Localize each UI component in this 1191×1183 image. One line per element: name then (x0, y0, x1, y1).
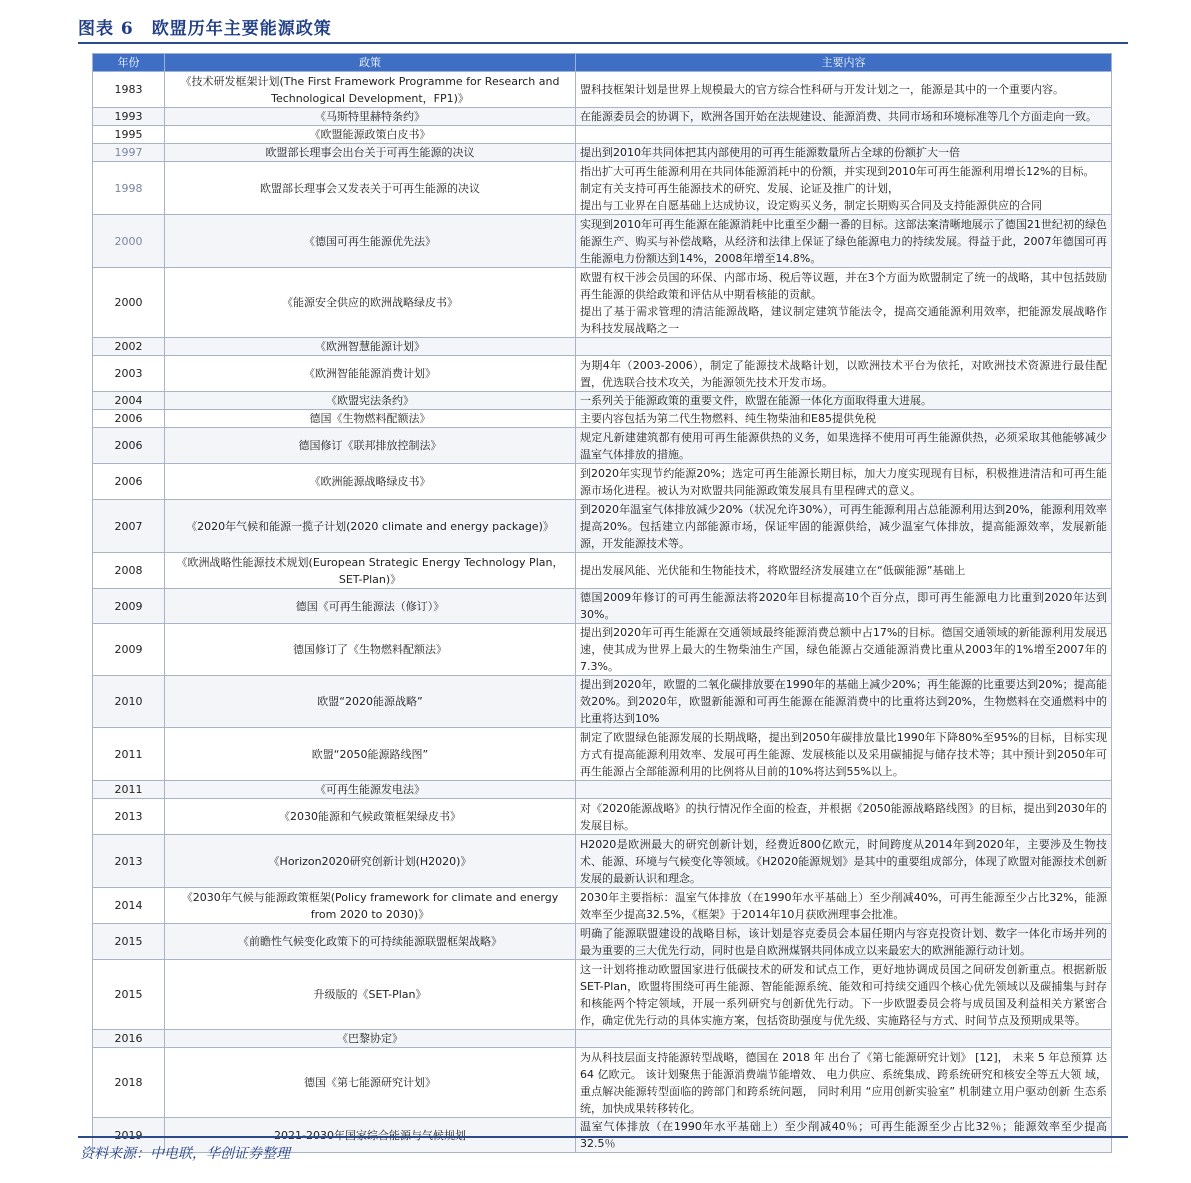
cell-policy: 德国《生物燃料配额法》 (165, 410, 576, 428)
cell-year: 2015 (93, 960, 165, 1030)
cell-year: 2000 (93, 215, 165, 268)
cell-policy: 《能源安全供应的欧洲战略绿皮书》 (165, 268, 576, 338)
cell-year: 2006 (93, 428, 165, 464)
cell-policy: 德国修订了《生物燃料配额法》 (165, 624, 576, 676)
table-row (93, 428, 1112, 464)
cell-content: 为从科技层面支持能源转型战略，德国在 2018 年 出台了《第七能源研究计划》 [12]， 未来 5 年总预算 达 64 亿欧元。 该计划聚焦于能源消费端节能增效、 电力供应、系统集成、跨系统研究和核安全等五大领 域， 重点解决能源转型面临的跨部门和跨系统问题， 同时利用 “应用创新实验室” 机制建立用户驱动创新 生态系统，加快成果转移转化。 (576, 1048, 1112, 1118)
cell-content: 一系列关于能源政策的重要文件，欧盟在能源一体化方面取得重大进展。 (576, 392, 1112, 410)
cell-policy: 《欧盟能源政策白皮书》 (165, 126, 576, 144)
table-row (93, 781, 1112, 799)
footer-divider (78, 1136, 1128, 1138)
cell-content: 提出到2020年可再生能源在交通领域最终能源消费总额中占17%的目标。德国交通领域的新能源利用发展迅速，使其成为世界上最大的生物柴油生产国，绿色能源占交通能源消费比重从2003年的1%增至2007年的7.3%。 (576, 624, 1112, 676)
policy-table (92, 53, 1112, 1153)
table-row (93, 835, 1112, 888)
cell-policy: 《欧洲智能能源消费计划》 (165, 356, 576, 392)
cell-policy: 欧盟“2020能源战略” (165, 676, 576, 728)
cell-content: 盟科技框架计划是世界上规模最大的官方综合性科研与开发计划之一，能源是其中的一个重要内容。 (576, 72, 1112, 108)
cell-policy: 欧盟“2050能源路线图” (165, 728, 576, 781)
cell-policy: 2021-2030年国家综合能源与气候规划 (165, 1118, 576, 1153)
cell-content: 欧盟有权干涉会员国的环保、内部市场、税后等议题，并在3个方面为欧盟制定了统一的战略，其中包括鼓励再生能源的供给政策和评估从中期看核能的贡献。 提出了基于需求管理的清洁能源战略，建议制定建筑节能法令，提高交通能源利用效率，把能源发展战略作为科技发展战略之一 (576, 268, 1112, 338)
header-year: 年份 (93, 54, 165, 72)
table-row (93, 410, 1112, 428)
cell-policy: 《欧洲战略性能源技术规划(European Strategic Energy Technology Plan，SET-Plan)》 (165, 553, 576, 589)
table-row (93, 888, 1112, 924)
cell-content: 主要内容包括为第二代生物燃料、纯生物柴油和E85提供免税 (576, 410, 1112, 428)
table-row (93, 960, 1112, 1030)
cell-content: 明确了能源联盟建设的战略目标，该计划是容克委员会本届任期内与容克投资计划、数字一体化市场并列的最为重要的三大优先行动，同时也是自欧洲煤钢共同体成立以来最宏大的欧洲能源行动计划。 (576, 924, 1112, 960)
cell-policy: 《2020年气候和能源一揽子计划(2020 climate and energy package)》 (165, 500, 576, 553)
cell-content: 德国2009年修订的可再生能源法将2020年目标提高10个百分点，即可再生能源电力比重到2020年达到30%。 (576, 589, 1112, 624)
cell-content: 规定凡新建建筑都有使用可再生能源供热的义务，如果选择不使用可再生能源供热，必须采取其他能够减少温室气体排放的措施。 (576, 428, 1112, 464)
cell-policy: 德国《第七能源研究计划》 (165, 1048, 576, 1118)
cell-policy: 欧盟部长理事会出台关于可再生能源的决议 (165, 144, 576, 162)
cell-policy: 欧盟部长理事会又发表关于可再生能源的决议 (165, 162, 576, 215)
cell-year: 2007 (93, 500, 165, 553)
table-row (93, 72, 1112, 108)
cell-policy: 德国修订《联邦排放控制法》 (165, 428, 576, 464)
cell-policy: 《2030年气候与能源政策框架(Policy framework for climate and energy from 2020 to 2030)》 (165, 888, 576, 924)
figure-title-bar (78, 8, 1128, 44)
cell-content: 对《2020能源战略》的执行情况作全面的检查，并根据《2050能源战略路线图》的目标，提出到2030年的发展目标。 (576, 799, 1112, 835)
cell-policy: 《技术研发框架计划(The First Framework Programme for Research and Technological Development，FP1)》 (165, 72, 576, 108)
table-row (93, 676, 1112, 728)
table-row (93, 144, 1112, 162)
cell-policy: 《巴黎协定》 (165, 1030, 576, 1048)
cell-content: 实现到2010年可再生能源在能源消耗中比重至少翻一番的目标。这部法案清晰地展示了德国21世纪初的绿色能源生产、购买与补偿战略，从经济和法律上保证了绿色能源电力的持续发展。得益于此，2007年德国可再生能源电力份额达到14%，2008年增至14.8%。 (576, 215, 1112, 268)
cell-content: 到2020年实现节约能源20%；选定可再生能源长期目标，加大力度实现现有目标，积极推进清洁和可再生能源市场化进程。被认为对欧盟共同能源政策发展具有里程碑式的意义。 (576, 464, 1112, 500)
cell-year: 1983 (93, 72, 165, 108)
table-row (93, 589, 1112, 624)
table-row (93, 126, 1112, 144)
table-row (93, 728, 1112, 781)
cell-content: 到2020年温室气体排放减少20%（状况允许30%），可再生能源利用占总能源利用达到20%，能源利用效率提高20%。包括建立内部能源市场，保证牢固的能源供给，减少温室气体排放，提高能源效率，发展新能源，开发能源技术等。 (576, 500, 1112, 553)
header-content: 主要内容 (576, 54, 1112, 72)
cell-content: 提出到2010年共同体把其内部使用的可再生能源数量所占全球的份额扩大一倍 (576, 144, 1112, 162)
table-row (93, 624, 1112, 676)
table-row (93, 553, 1112, 589)
cell-content: 2030年主要指标：温室气体排放（在1990年水平基础上）至少削减40%，可再生能源至少占比32%，能源效率至少提高32.5%，《框架》于2014年10月获欧洲理事会批准。 (576, 888, 1112, 924)
cell-year: 2019 (93, 1118, 165, 1153)
cell-content: 温室气体排放（在1990年水平基础上）至少削减40％；可再生能源至少占比32％；能源效率至少提高32.5％ (576, 1118, 1112, 1153)
cell-year: 2008 (93, 553, 165, 589)
cell-year: 1995 (93, 126, 165, 144)
cell-year: 2013 (93, 799, 165, 835)
cell-year: 2015 (93, 924, 165, 960)
table-row (93, 338, 1112, 356)
cell-policy: 《德国可再生能源优先法》 (165, 215, 576, 268)
table-row (93, 392, 1112, 410)
cell-policy: 升级版的《SET-Plan》 (165, 960, 576, 1030)
cell-content: H2020是欧洲最大的研究创新计划，经费近800亿欧元，时间跨度从2014年到2020年，主要涉及生物技术、能源、环境与气候变化等领域。《H2020能源规划》是其中的重要组成部分，体现了欧盟对能源技术创新发展的最新认识和理念。 (576, 835, 1112, 888)
cell-content (576, 781, 1112, 799)
table-row (93, 162, 1112, 215)
cell-year: 1993 (93, 108, 165, 126)
cell-year: 2006 (93, 410, 165, 428)
cell-content: 提出到2020年，欧盟的二氧化碳排放要在1990年的基础上减少20%；再生能源的比重要达到20%；提高能效20%。到2020年，欧盟新能源和可再生能源在能源消费中的比重将达到20%，生物燃料在交通燃料中的比重将达到10% (576, 676, 1112, 728)
cell-policy: 《欧洲能源战略绿皮书》 (165, 464, 576, 500)
cell-policy: 《欧洲智慧能源计划》 (165, 338, 576, 356)
cell-content: 为期4年（2003-2006），制定了能源技术战略计划，以欧洲技术平台为依托，对欧洲技术资源进行最佳配置，优选联合技术攻关，为能源领先技术开发市场。 (576, 356, 1112, 392)
cell-year: 2011 (93, 728, 165, 781)
policy-table-wrapper (92, 53, 1111, 1153)
cell-year: 2013 (93, 835, 165, 888)
cell-content: 制定了欧盟绿色能源发展的长期战略，提出到2050年碳排放量比1990年下降80%至95%的目标，目标实现方式有提高能源利用效率、发展可再生能源、发展核能以及采用碳捕捉与储存技术等；其中预计到2050年可再生能源占全部能源利用的比例将从目前的10%将达到55%以上。 (576, 728, 1112, 781)
table-row (93, 215, 1112, 268)
cell-year: 2018 (93, 1048, 165, 1118)
table-row (93, 924, 1112, 960)
table-body (93, 72, 1112, 1153)
cell-content (576, 126, 1112, 144)
cell-year: 2014 (93, 888, 165, 924)
cell-content: 这一计划将推动欧盟国家进行低碳技术的研发和试点工作，更好地协调成员国之间研发创新重点。根据新版SET-Plan，欧盟将围绕可再生能源、智能能源系统、能效和可持续交通四个核心优先领域以及碳捕集与封存和核能两个特定领域，开展一系列研究与创新优先行动。下一步欧盟委员会将与成员国及利益相关方紧密合作，确定优先行动的具体实施方案，包括资助强度与优先级、实施路径与方式、时间节点及预期成果等。 (576, 960, 1112, 1030)
cell-content (576, 338, 1112, 356)
cell-year: 2011 (93, 781, 165, 799)
figure-title: 图表 6 欧盟历年主要能源政策 (78, 19, 332, 39)
cell-year: 2003 (93, 356, 165, 392)
table-row (93, 799, 1112, 835)
cell-policy: 《欧盟宪法条约》 (165, 392, 576, 410)
cell-policy: 《前瞻性气候变化政策下的可持续能源联盟框架战略》 (165, 924, 576, 960)
table-header-row (93, 54, 1112, 72)
table-row (93, 268, 1112, 338)
cell-year: 2010 (93, 676, 165, 728)
cell-content: 提出发展风能、光伏能和生物能技术，将欧盟经济发展建立在“低碳能源”基础上 (576, 553, 1112, 589)
cell-year: 2009 (93, 624, 165, 676)
cell-year: 2002 (93, 338, 165, 356)
table-row (93, 1048, 1112, 1118)
source-note: 资料来源：中电联，华创证券整理 (80, 1146, 290, 1162)
cell-policy: 《马斯特里赫特条约》 (165, 108, 576, 126)
table-row (93, 500, 1112, 553)
cell-year: 2000 (93, 268, 165, 338)
cell-content (576, 1030, 1112, 1048)
cell-year: 2009 (93, 589, 165, 624)
cell-year: 1997 (93, 144, 165, 162)
table-row (93, 356, 1112, 392)
cell-year: 2004 (93, 392, 165, 410)
table-row (93, 108, 1112, 126)
table-row (93, 464, 1112, 500)
cell-policy: 《可再生能源发电法》 (165, 781, 576, 799)
cell-year: 2006 (93, 464, 165, 500)
cell-policy: 《2030能源和气候政策框架绿皮书》 (165, 799, 576, 835)
header-policy: 政策 (165, 54, 576, 72)
cell-content: 指出扩大可再生能源利用在共同体能源消耗中的份额，并实现到2010年可再生能源利用增长12%的目标。 制定有关支持可再生能源技术的研究、发展、论证及推广的计划， 提出与工业界在自愿基础上达成协议，设定购买义务，制定长期购买合同及支持能源供应的合同 (576, 162, 1112, 215)
cell-year: 1998 (93, 162, 165, 215)
cell-policy: 《Horizon2020研究创新计划(H2020)》 (165, 835, 576, 888)
table-row (93, 1030, 1112, 1048)
cell-year: 2016 (93, 1030, 165, 1048)
cell-content: 在能源委员会的协调下，欧洲各国开始在法规建设、能源消费、共同市场和环境标准等几个方面走向一致。 (576, 108, 1112, 126)
cell-policy: 德国《可再生能源法（修订）》 (165, 589, 576, 624)
